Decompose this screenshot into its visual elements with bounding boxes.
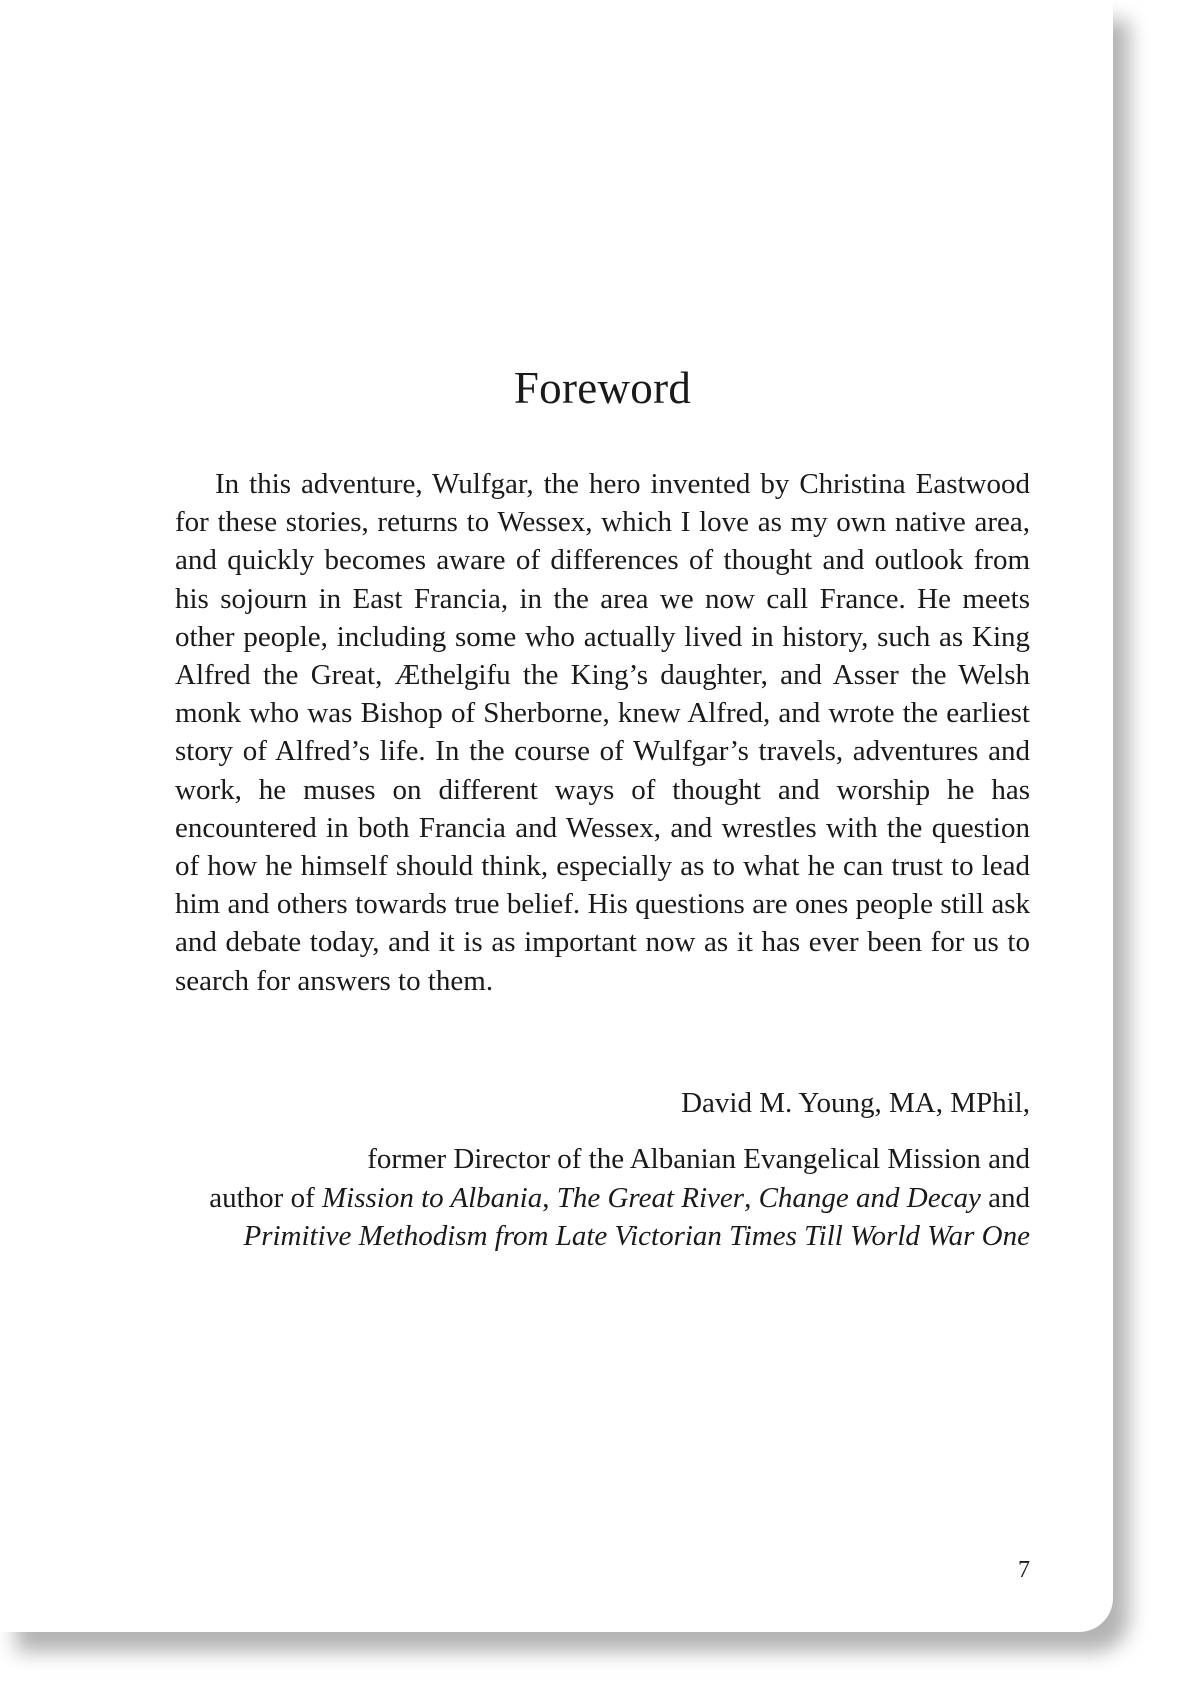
book-title-primitive-methodism: Primitive Methodism from Late Victorian Times Till World War One <box>243 1220 1030 1252</box>
book-title-change-and-decay: Change and Decay <box>758 1181 981 1214</box>
author-signature: David M. Young, MA, MPhil, <box>681 1087 1030 1119</box>
credentials-author-of: author of <box>209 1181 322 1214</box>
credentials-and: and <box>980 1181 1030 1214</box>
page-number: 7 <box>1018 1557 1030 1583</box>
page-title: Foreword <box>513 363 692 413</box>
credentials-separator: , <box>744 1181 759 1214</box>
credentials-line-2 <box>175 1179 1030 1218</box>
book-title-mission-to-albania: Mission to Albania <box>321 1181 543 1214</box>
author-credentials <box>175 1140 1030 1256</box>
credentials-separator: , <box>542 1181 557 1214</box>
credentials-line-1: former Director of the Albanian Evangelical Mission and <box>367 1143 1030 1175</box>
foreword-body: In this adventure, Wulfgar, the hero invented by Christina Eastwood for these stories, returns to Wessex, which I love as my own native area, and quickly becomes aware of differences of thought and outlook from his sojourn in East Francia, in the area we now call France. He meets other people, including some who actually lived in history, such as King Alfred the Great, Æthelgifu the King’s daughter, and Asser the Welsh monk who was Bishop of Sherborne, knew Alfred, and wrote the earliest story of Alfred’s life. In the course of Wulfgar’s travels, adventures and work, he muses on different ways of thought and worship he has encountered in both Francia and Wessex, and wrestles with the question of how he himself should think, especially as to what he can trust to lead him and others towards true belief. His questions are ones people still ask and debate today, and it is as important now as it has ever been for us to search for answers to them. <box>175 468 1030 997</box>
credentials-line-3 <box>175 1217 1030 1256</box>
book-title-the-great-river: The Great River <box>556 1181 745 1214</box>
